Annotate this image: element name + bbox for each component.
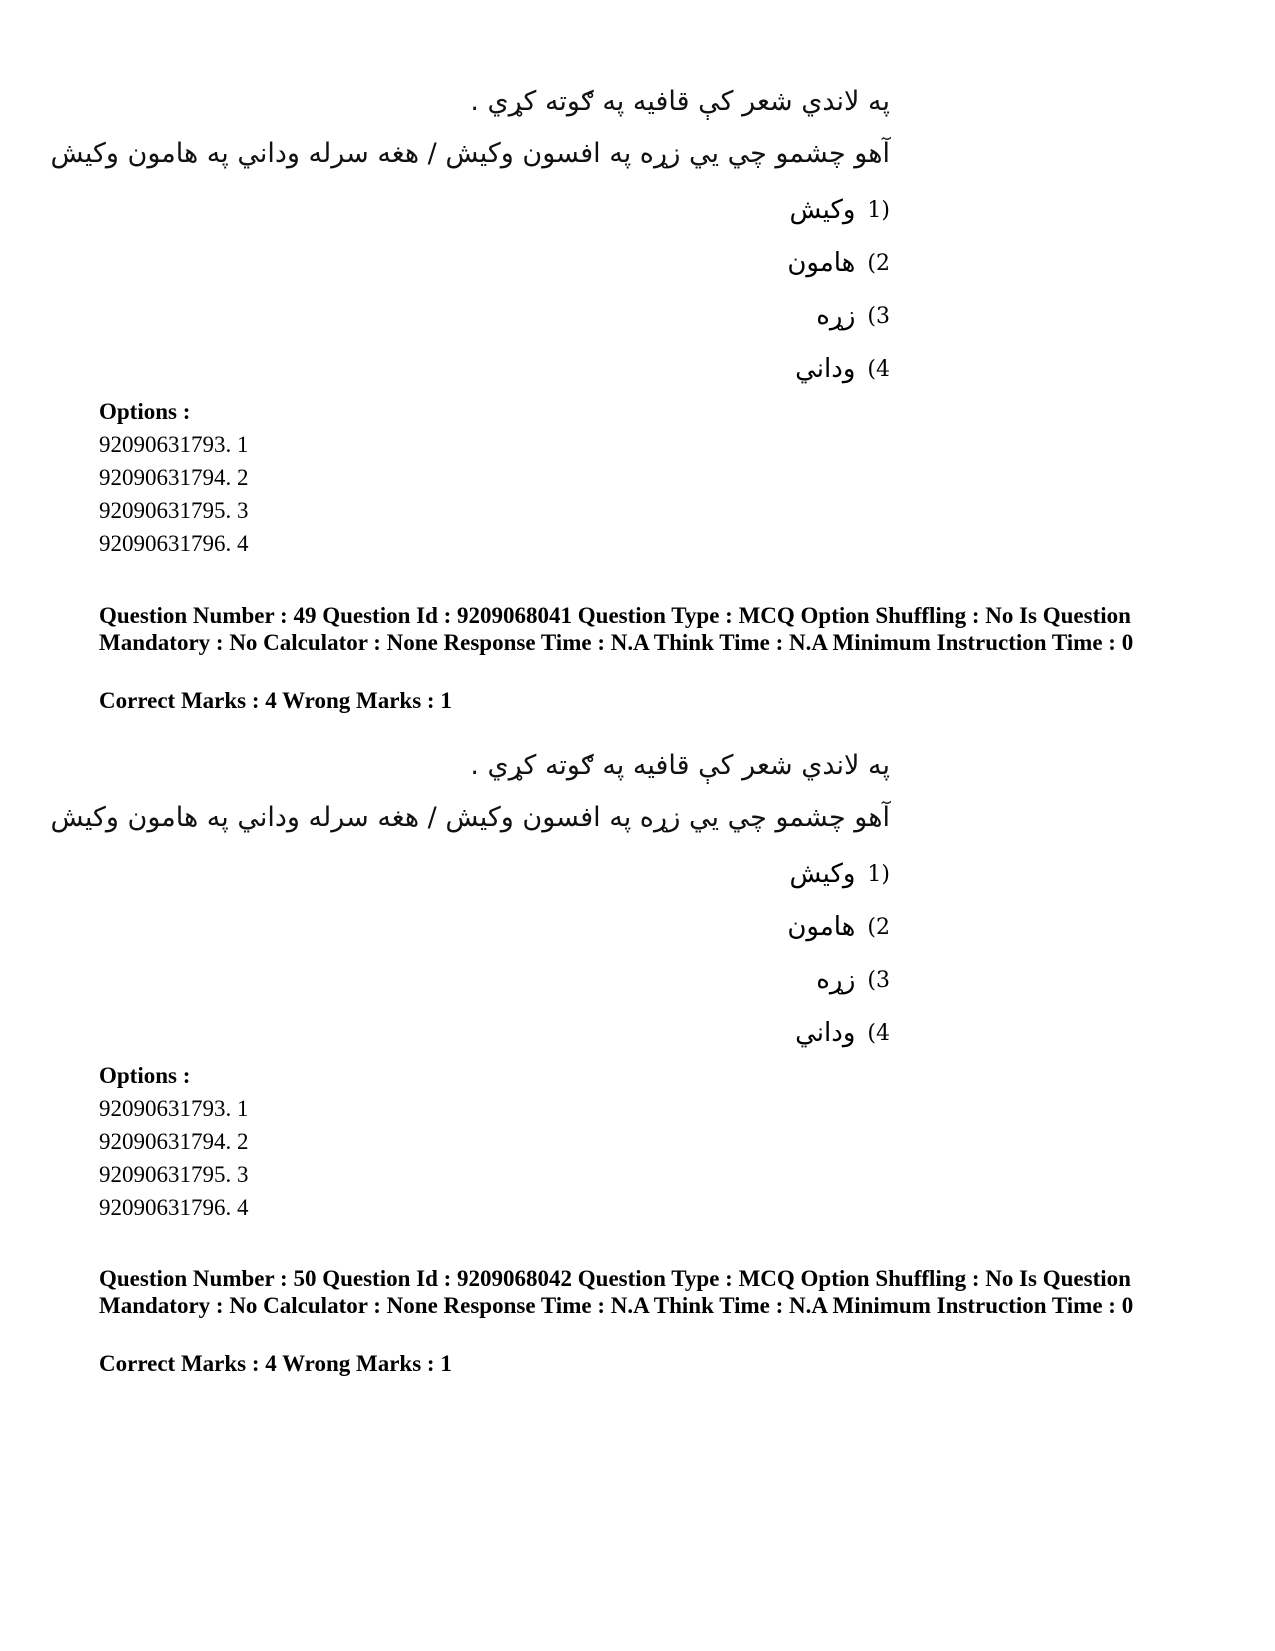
- option-item: 92090631793. 1: [99, 432, 249, 457]
- options-list: [99, 395, 249, 560]
- question-verse: آهو چشمو چي يي زړه په افسون وکيش / هغه سرله وداني په هامون وکيش: [50, 802, 890, 833]
- option-item: 92090631796. 4: [99, 531, 249, 556]
- option-item: 92090631793. 1: [99, 1096, 249, 1121]
- option-item: 92090631794. 2: [99, 1129, 249, 1154]
- options-title: Options :: [99, 1063, 191, 1088]
- question-marks: Correct Marks : 4 Wrong Marks : 1: [99, 1351, 452, 1376]
- question-marks: Correct Marks : 4 Wrong Marks : 1: [99, 688, 452, 713]
- question-verse: آهو چشمو چي يي زړه په افسون وکيش / هغه سرله وداني په هامون وکيش: [50, 138, 890, 169]
- image-option: وکيش 1): [789, 195, 890, 225]
- option-item: 92090631794. 2: [99, 465, 249, 490]
- image-option: وداني (4: [795, 354, 890, 384]
- option-item: 92090631796. 4: [99, 1195, 249, 1220]
- question-meta: Question Number : 50 Question Id : 9209068042 Question Type : MCQ Option Shuffling : No Is Question Mandatory : No Calculator : None Response Time : N.A Think Time : N.A Minimum Instruction Time : 0: [99, 1266, 1134, 1318]
- options-title: Options :: [99, 399, 191, 424]
- question-image: [50, 744, 900, 1074]
- option-item: 92090631795. 3: [99, 498, 249, 523]
- question-image: [50, 80, 900, 410]
- options-list: [99, 1059, 249, 1224]
- image-option: وکيش 1): [789, 859, 890, 889]
- question-instruction: په لاندي شعر کې قافيه په ګوته کړي .: [470, 86, 890, 117]
- image-option: هامون (2: [787, 912, 890, 942]
- image-option: زړه (3: [816, 301, 890, 331]
- question-instruction: په لاندي شعر کې قافيه په ګوته کړي .: [470, 750, 890, 781]
- image-option: وداني (4: [795, 1018, 890, 1048]
- image-option: زړه (3: [816, 965, 890, 995]
- option-item: 92090631795. 3: [99, 1162, 249, 1187]
- question-meta: Question Number : 49 Question Id : 9209068041 Question Type : MCQ Option Shuffling : No Is Question Mandatory : No Calculator : None Response Time : N.A Think Time : N.A Minimum Instruction Time : 0: [99, 603, 1134, 655]
- image-option: هامون (2: [787, 248, 890, 278]
